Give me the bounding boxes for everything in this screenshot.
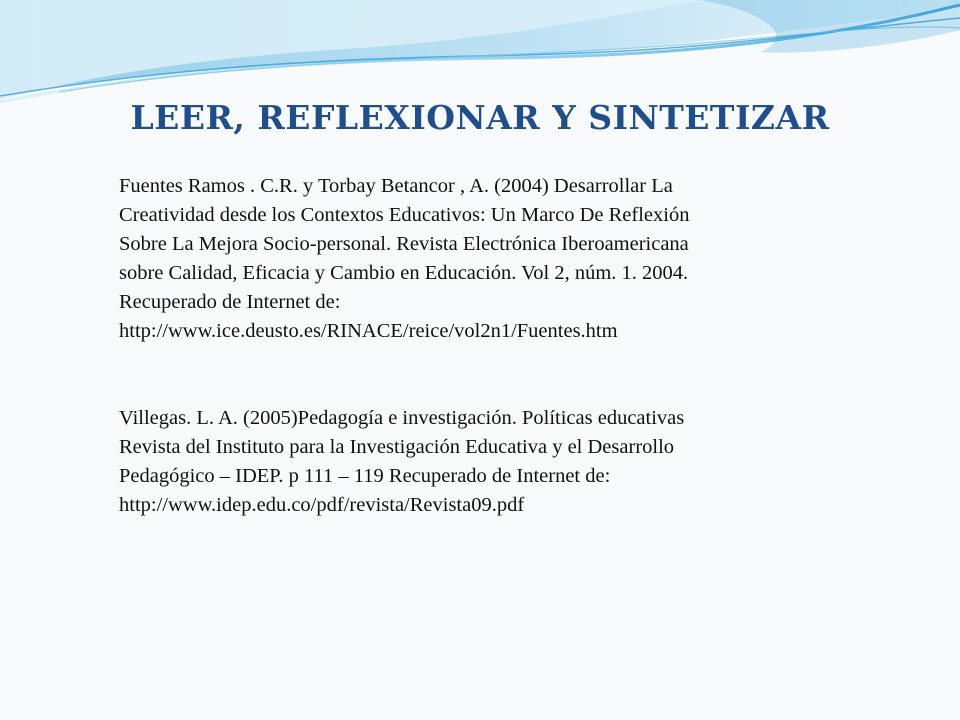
reference-2-line-2: Revista del Instituto para la Investigación Educativa y el Desarrollo — [119, 436, 675, 458]
reference-2-url: http://www.idep.edu.co/pdf/revista/Revista09.pdf — [119, 494, 525, 516]
reference-1 — [119, 172, 849, 346]
reference-1-line-5: Recuperado de Internet de: — [119, 291, 341, 313]
reference-2 — [119, 404, 849, 520]
reference-1-line-3: Sobre La Mejora Socio-personal. Revista Electrónica Iberoamericana — [119, 233, 689, 255]
reference-1-url: http://www.ice.deusto.es/RINACE/reice/vol2n1/Fuentes.htm — [119, 320, 618, 342]
reference-2-line-1: Villegas. L. A. (2005)Pedagogía e investigación. Políticas educativas — [119, 407, 685, 429]
reference-1-line-2: Creatividad desde los Contextos Educativos: Un Marco De Reflexión — [119, 204, 690, 226]
references-list — [119, 172, 849, 520]
reference-1-line-4: sobre Calidad, Eficacia y Cambio en Educación. Vol 2, núm. 1. 2004. — [119, 262, 689, 284]
reference-2-line-3: Pedagógico – IDEP. p 111 – 119 Recuperado de Internet de: — [119, 465, 611, 487]
reference-1-line-1: Fuentes Ramos . C.R. y Torbay Betancor , A. (2004) Desarrollar La — [119, 175, 673, 197]
slide-title: LEER, REFLEXIONAR Y SINTETIZAR — [130, 98, 830, 137]
